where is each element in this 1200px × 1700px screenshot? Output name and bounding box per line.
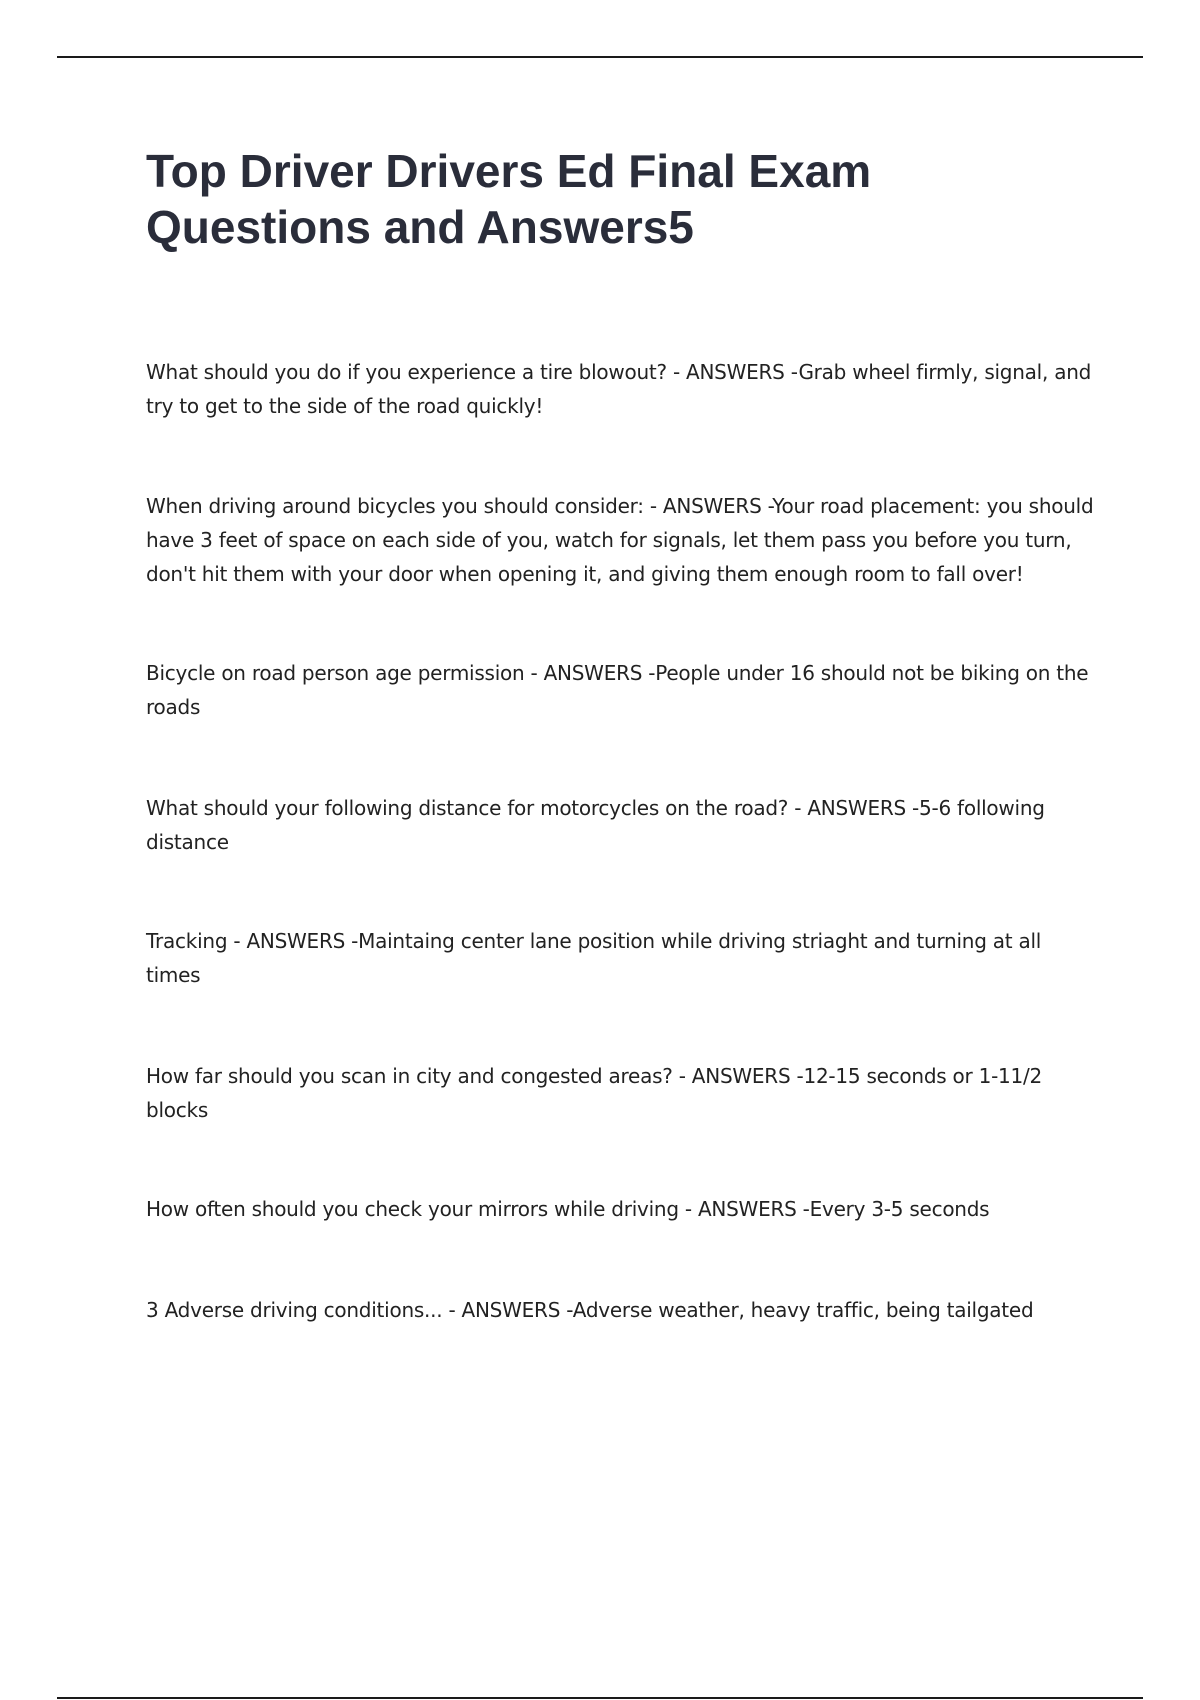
qa-item: What should your following distance for motorcycles on the road? - ANSWERS -5-6 following distance: [146, 796, 1045, 854]
bottom-divider: [57, 1697, 1143, 1699]
qa-item: Tracking - ANSWERS -Maintaing center lane position while driving striaght and turning at all times: [146, 929, 1042, 987]
document-title: Top Driver Drivers Ed Final Exam Questions and Answers5: [146, 145, 872, 253]
qa-item: What should you do if you experience a tire blowout? - ANSWERS -Grab wheel firmly, signal, and try to get to the side of the road quickly!: [146, 360, 1092, 418]
qa-item: When driving around bicycles you should consider: - ANSWERS -Your road placement: you should have 3 feet of space on each side of you, watch for signals, let them pass you before you turn, don't hit them with your door when opening it, and giving them enough room to fall over!: [146, 494, 1094, 586]
qa-item: How often should you check your mirrors while driving - ANSWERS -Every 3-5 seconds: [146, 1197, 990, 1221]
qa-item: How far should you scan in city and congested areas? - ANSWERS -12-15 seconds or 1-11/2 blocks: [146, 1064, 1042, 1122]
top-divider: [57, 56, 1143, 58]
qa-item: Bicycle on road person age permission - ANSWERS -People under 16 should not be biking on the roads: [146, 661, 1089, 719]
qa-item: 3 Adverse driving conditions... - ANSWERS -Adverse weather, heavy traffic, being tailgated: [146, 1298, 1034, 1322]
